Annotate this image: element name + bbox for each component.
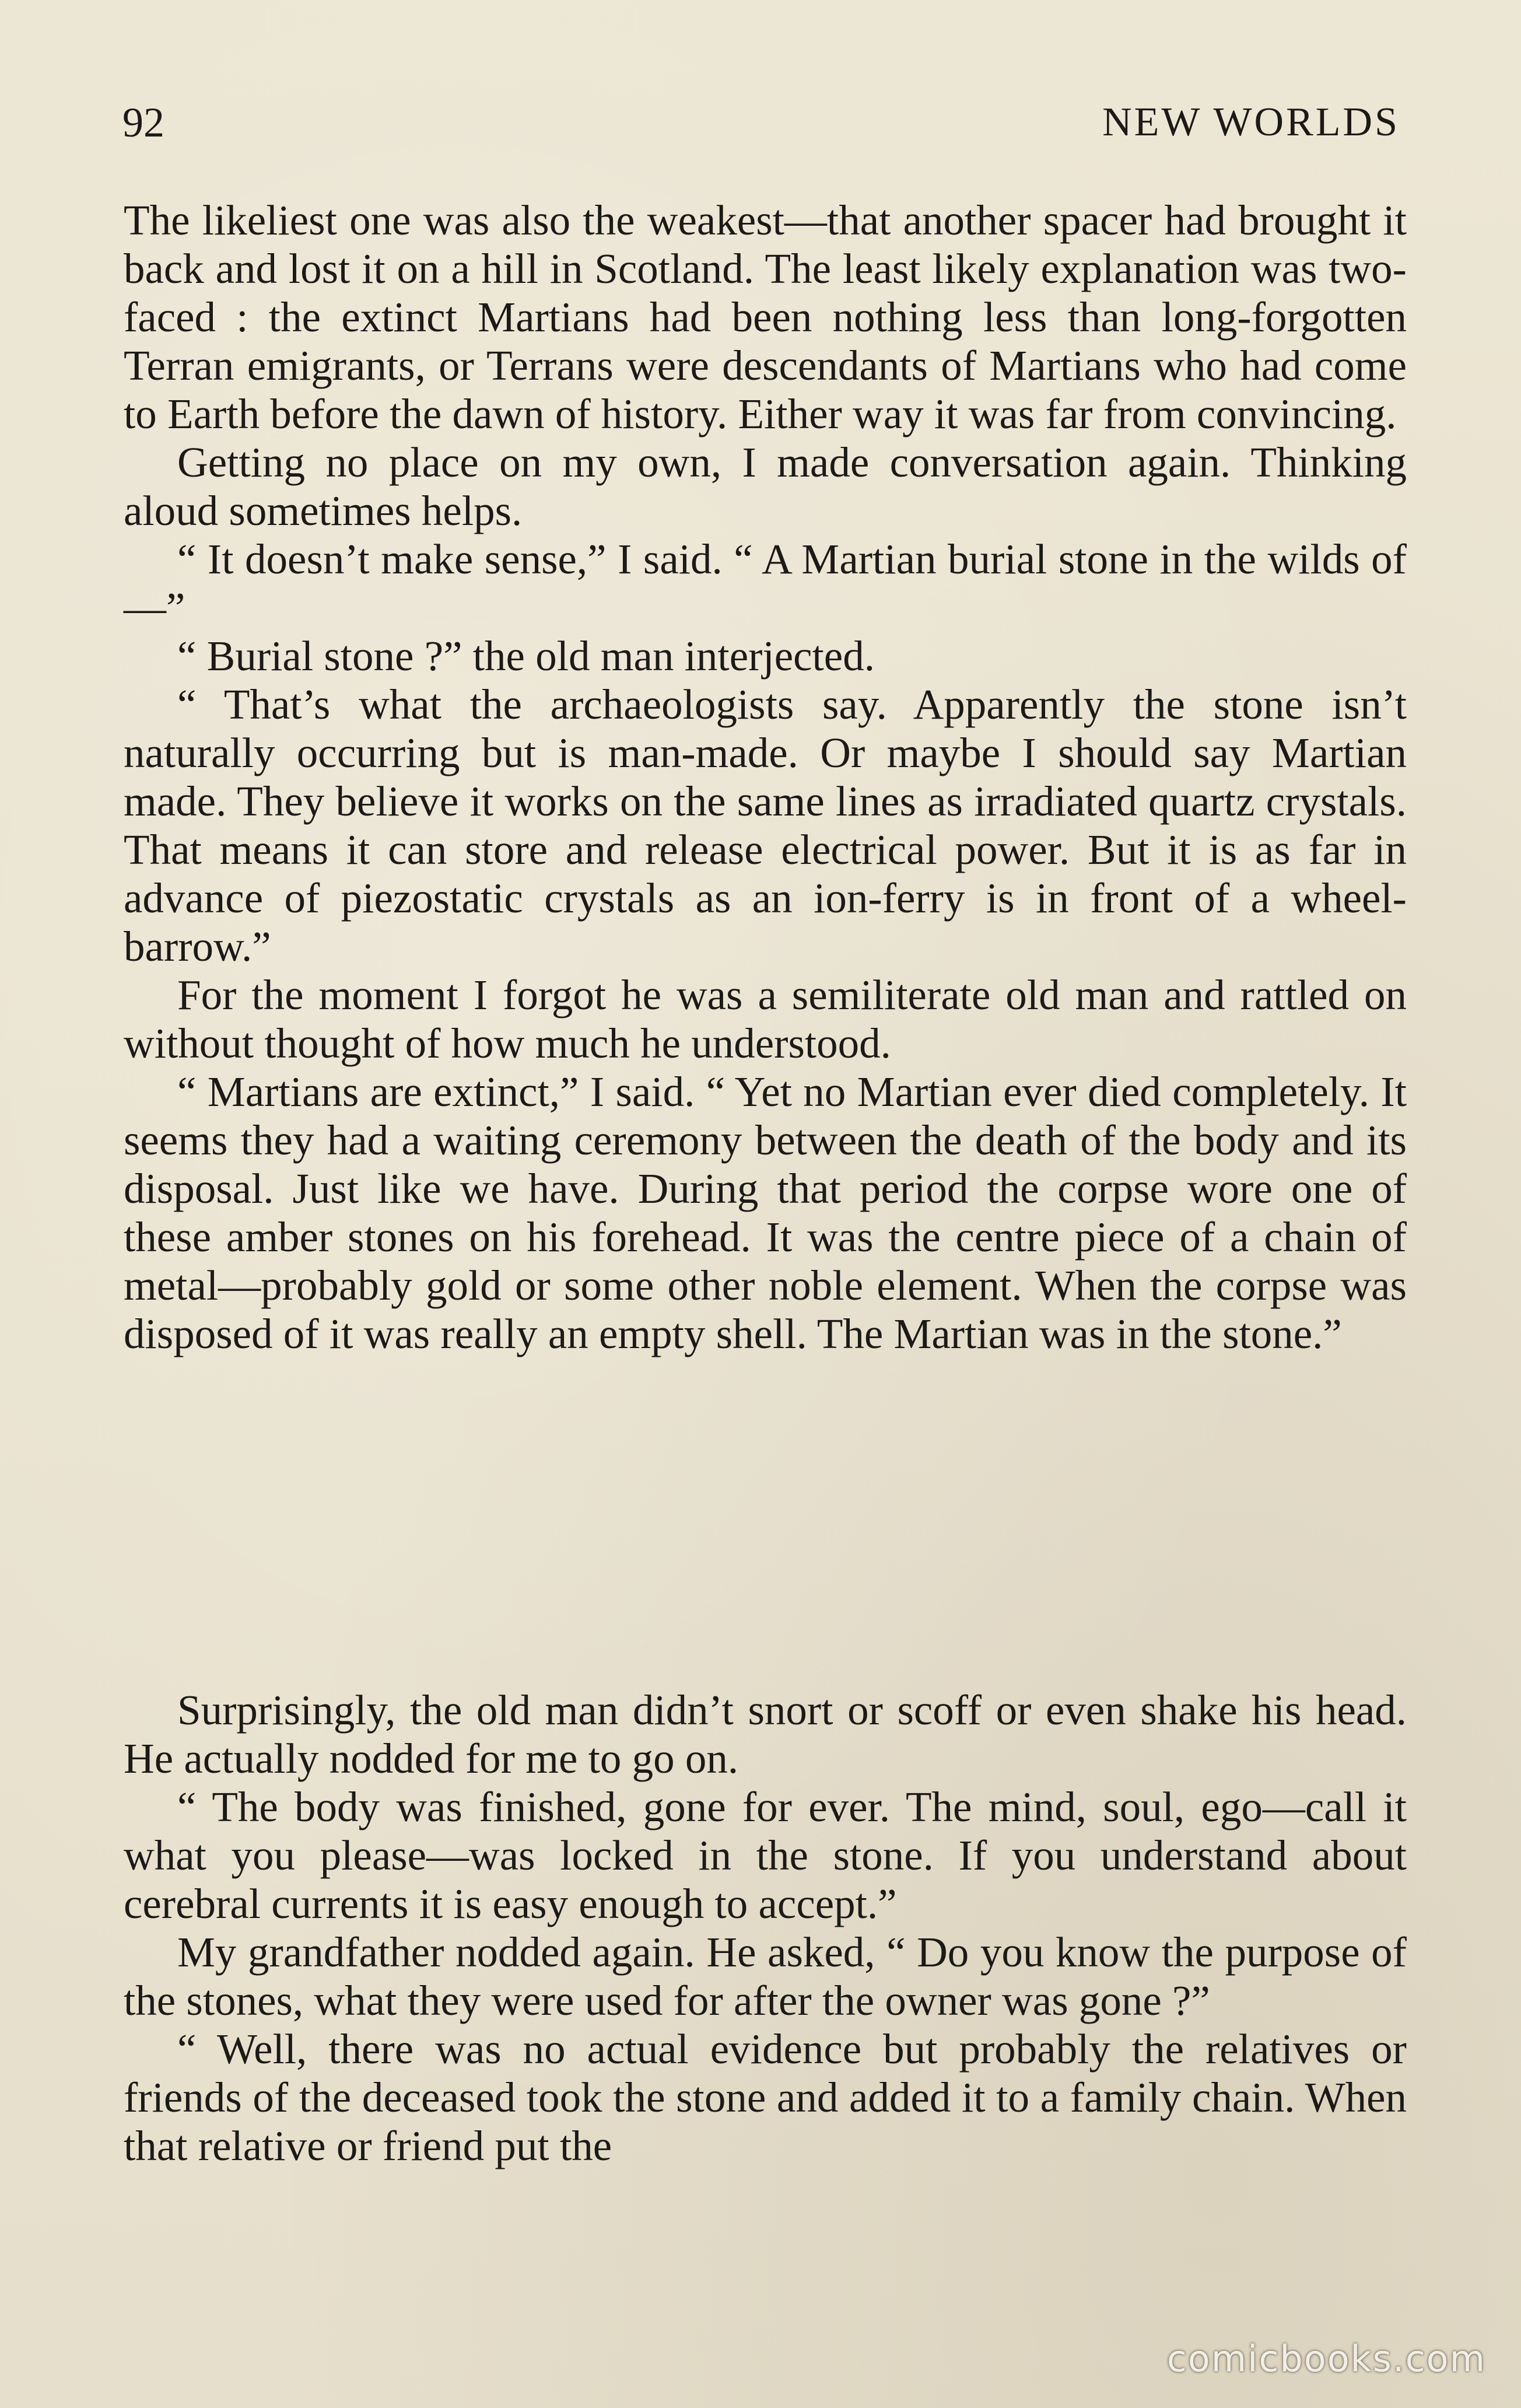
paragraph: For the moment I forgot he was a semiliterate old man and rattled on without thought of how much he understood. bbox=[124, 971, 1407, 1067]
paragraph: “ Burial stone ?” the old man interjected. bbox=[177, 632, 875, 680]
paragraph: “ Well, there was no actual evidence but probably the relatives or friends of the deceased took the stone and added it to a family chain. When that relative or friend put the bbox=[124, 2025, 1407, 2169]
page-number: 92 bbox=[122, 99, 164, 146]
text-section-two bbox=[124, 1686, 1407, 2170]
paragraph: My grandfather nodded again. He asked, “ Do you know the purpose of the stones, what they were used for after the owner was gone ?” bbox=[124, 1929, 1407, 2024]
text-section-one bbox=[124, 196, 1407, 1358]
watermark-text: comicbooks.com bbox=[1166, 2337, 1486, 2380]
paragraph: The likeliest one was also the weakest—that another spacer had brought it back and lost it on a hill in Scotland. The least likely explanation was two-faced : the extinct Martians had been nothing less than long-forgotten Terran emigrants, or Terrans were descendants of Martians who had come to Earth before the dawn of history. Either way it was far from convincing. bbox=[124, 197, 1407, 438]
paragraph: “ It doesn’t make sense,” I said. “ A Martian burial stone in the wilds of—” bbox=[124, 536, 1407, 631]
page-header bbox=[122, 96, 1400, 149]
running-head: NEW WORLDS bbox=[1102, 100, 1400, 145]
paragraph: “ The body was finished, gone for ever. The mind, soul, ego—call it what you please—was locked in the stone. If you understand about cerebral currents it is easy enough to accept.” bbox=[124, 1783, 1407, 1927]
paragraph: “ Martians are extinct,” I said. “ Yet no Martian ever died completely. It seems they had a waiting ceremony between the death of the body and its disposal. Just like we have. During that period the corpse wore one of these amber stones on his forehead. It was the centre piece of a chain of metal—probably gold or some other noble element. When the corpse was disposed of it was really an empty shell. The Martian was in the stone.” bbox=[124, 1068, 1407, 1357]
paragraph: Surprisingly, the old man didn’t snort or scoff or even shake his head. He actually nodded for me to go on. bbox=[124, 1686, 1407, 1782]
paragraph: Getting no place on my own, I made conversation again. Thinking aloud sometimes helps. bbox=[124, 439, 1407, 534]
paragraph: “ That’s what the archaeologists say. Apparently the stone isn’t naturally occurring but is man-made. Or maybe I should say Martian made. They believe it works on the same lines as irradiated quartz crystals. That means it can store and release electrical power. But it is as far in advance of piezostatic crystals as an ion-ferry is in front of a wheel-barrow.” bbox=[124, 681, 1407, 970]
